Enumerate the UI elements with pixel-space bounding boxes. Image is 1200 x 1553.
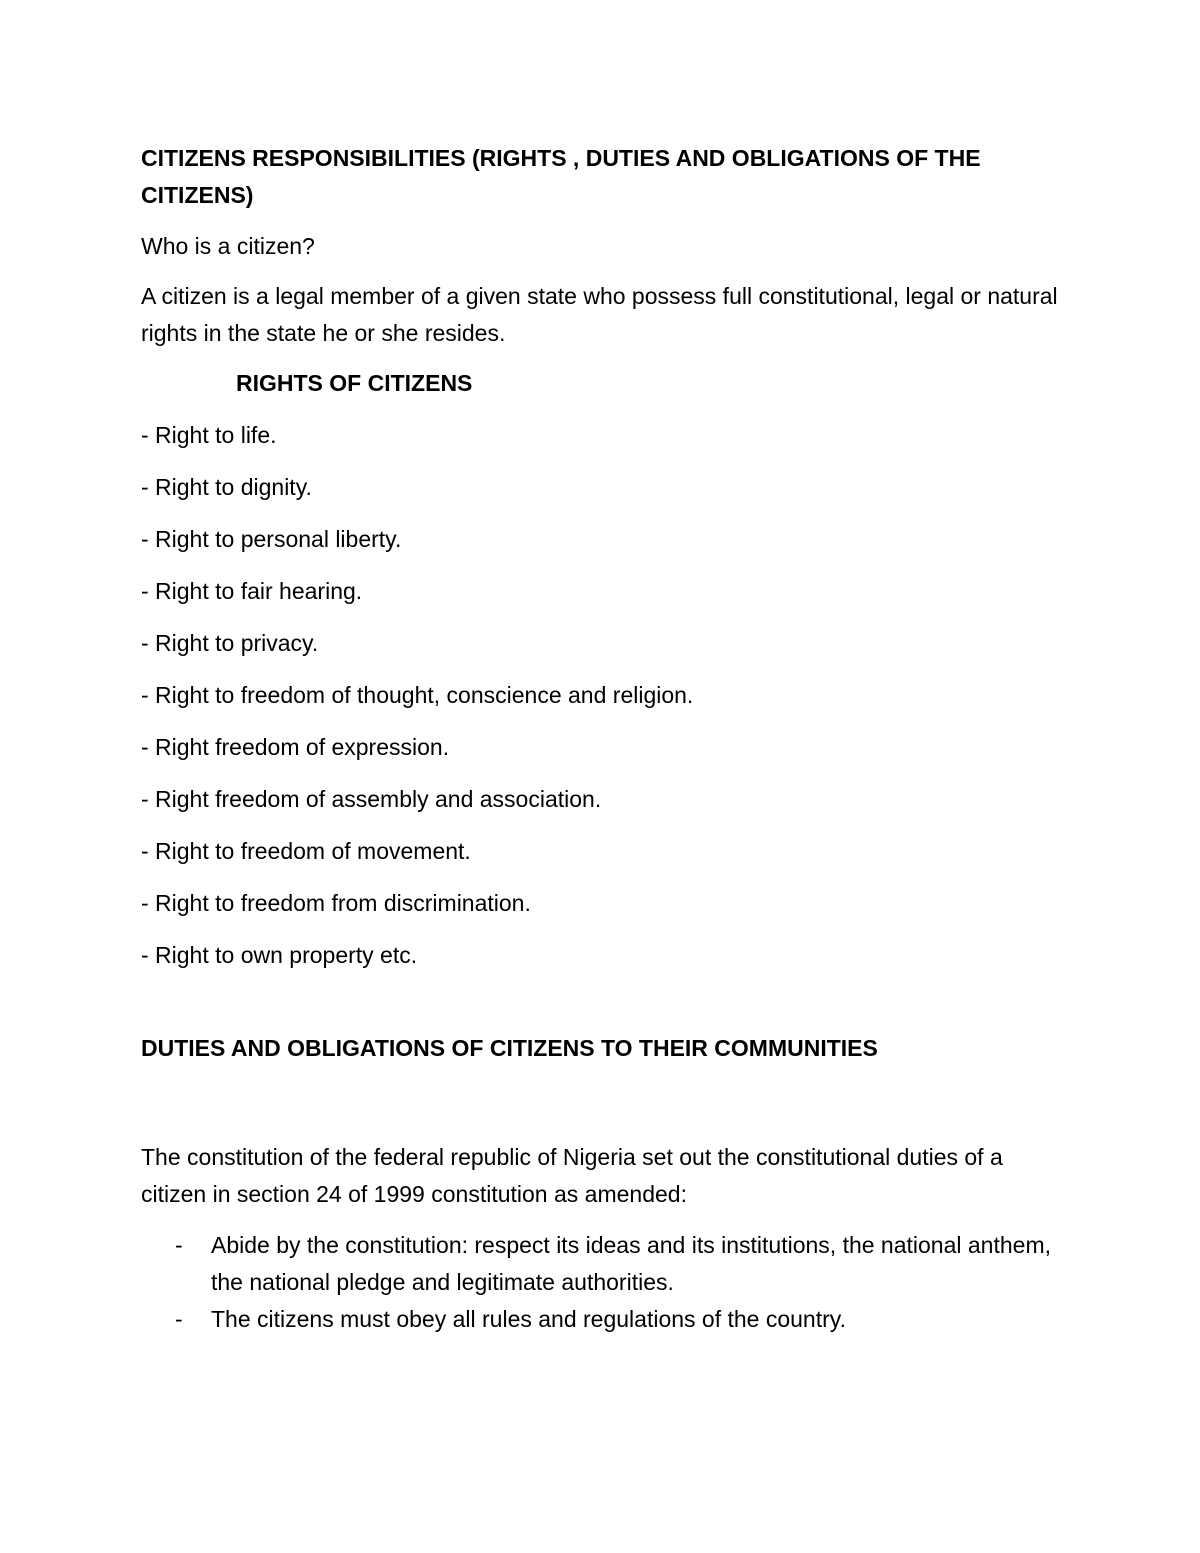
- definition-paragraph: A citizen is a legal member of a given state who possess full constitutional, legal or natural rights in the state he or she resides.: [141, 283, 1058, 346]
- duties-heading: DUTIES AND OBLIGATIONS OF CITIZENS TO THEIR COMMUNITIES: [141, 1035, 878, 1061]
- bullet-dash: -: [175, 1232, 183, 1258]
- rights-heading: RIGHTS OF CITIZENS: [236, 370, 473, 396]
- rights-list-item: - Right freedom of assembly and association.: [141, 786, 602, 812]
- bullet-dash: -: [175, 1306, 183, 1332]
- duties-item-text: Abide by the constitution: respect its ideas and its institutions, the national anthem, the national pledge and legitimate authorities.: [211, 1232, 1051, 1295]
- duties-list-item: [141, 1301, 1071, 1338]
- document-body: [141, 140, 1071, 1338]
- duties-intro-paragraph: The constitution of the federal republic of Nigeria set out the constitutional duties of a citizen in section 24 of 1999 constitution as amended:: [141, 1144, 1003, 1207]
- rights-list-item: - Right to personal liberty.: [141, 526, 402, 552]
- rights-list-item: - Right freedom of expression.: [141, 734, 450, 760]
- duties-list: [141, 1227, 1071, 1338]
- rights-list-item: - Right to own property etc.: [141, 942, 418, 968]
- rights-list-item: - Right to dignity.: [141, 474, 312, 500]
- rights-list: [141, 417, 1071, 974]
- duties-list-item: [141, 1227, 1071, 1301]
- rights-list-item: - Right to freedom from discrimination.: [141, 890, 531, 916]
- question-text: Who is a citizen?: [141, 233, 315, 259]
- rights-list-item: - Right to freedom of thought, conscience and religion.: [141, 682, 694, 708]
- rights-list-item: - Right to life.: [141, 422, 277, 448]
- document-title: CITIZENS RESPONSIBILITIES (RIGHTS , DUTIES AND OBLIGATIONS OF THE CITIZENS): [141, 145, 981, 208]
- duties-item-text: The citizens must obey all rules and regulations of the country.: [211, 1306, 846, 1332]
- rights-list-item: - Right to freedom of movement.: [141, 838, 471, 864]
- rights-list-item: - Right to privacy.: [141, 630, 319, 656]
- rights-list-item: - Right to fair hearing.: [141, 578, 363, 604]
